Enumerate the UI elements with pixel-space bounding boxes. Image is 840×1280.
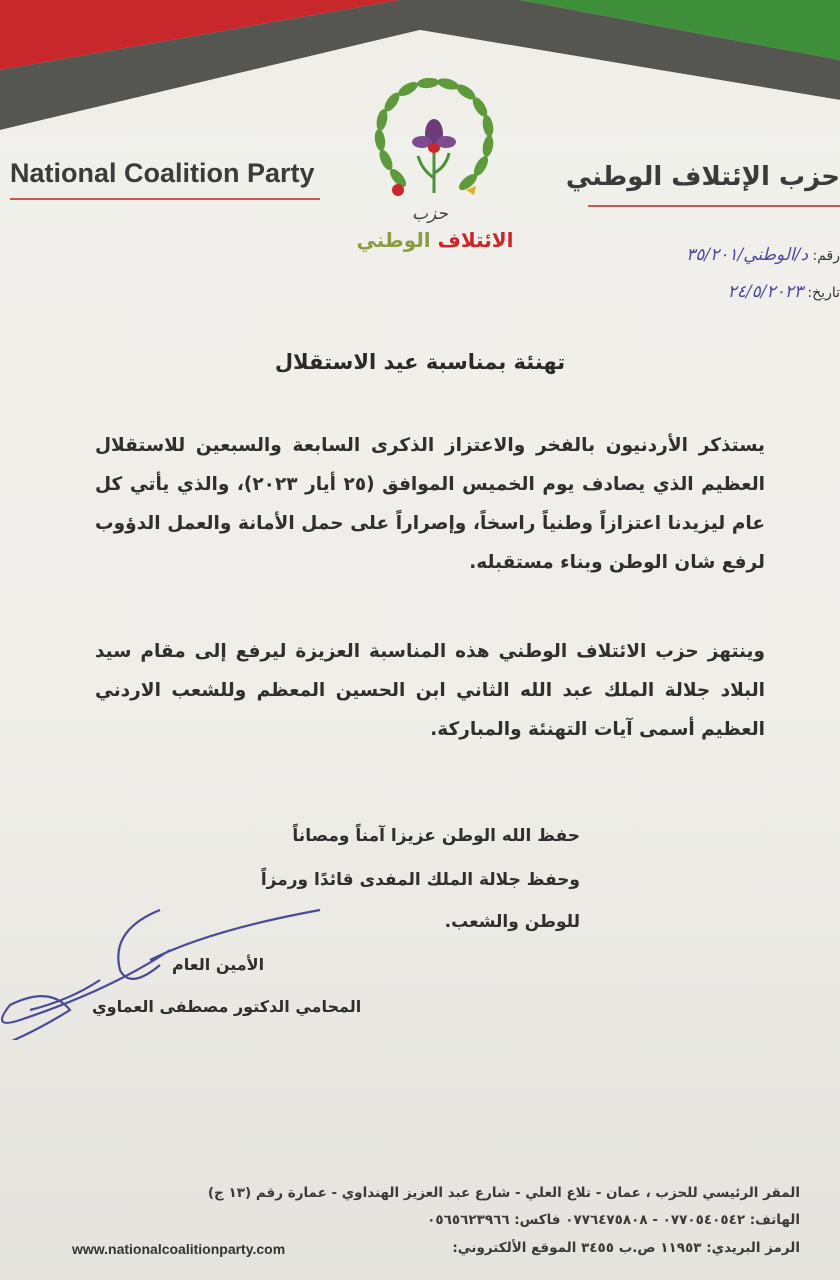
party-logo-icon xyxy=(358,78,508,208)
logo-word-coalition: الائتلاف xyxy=(437,228,514,252)
logo-word-hizb: حزب xyxy=(412,204,448,224)
date-label: تاريخ xyxy=(812,285,840,301)
reference-line: رقم: د/الوطني/٣٥/٢٠١ xyxy=(686,245,840,265)
closing-line-2: وحفظ جلالة الملك المفدى قائدًا ورمزاً للوطن والشعب. xyxy=(260,870,580,932)
logo-party-name xyxy=(350,228,520,252)
logo-word-national: الوطني xyxy=(356,228,431,252)
header-rule-right xyxy=(588,205,840,207)
closing-line-1: حفظ الله الوطن عزيزا آمناً ومصاناً xyxy=(292,826,580,846)
handwritten-signature xyxy=(0,890,340,1040)
header-rule-left xyxy=(10,198,320,200)
date-value: ٢٤/٥/٢٠٢٣ xyxy=(727,282,803,302)
signatory-title: الأمين العام xyxy=(172,955,265,974)
footer-postal: الرمز البريدي: ١١٩٥٣ ص.ب ٣٤٥٥ الموقع الألكتروني: xyxy=(452,1240,800,1256)
paragraph-1: يستذكر الأردنيون بالفخر والاعتزاز الذكرى السابعة والسبعين للاستقلال العظيم الذي يصادف يوم الخميس الموافق (٢٥ أيار ٢٠٢٣)، والذي يأتي كل عام ليزيدنا اعتزازاً وطنياً راسخاً، وإصراراً على حمل الأمانة والعمل الدؤوب لرفع شان الوطن وبناء مستقبله. xyxy=(95,435,765,573)
reference-value: د/الوطني/٣٥/٢٠١ xyxy=(686,245,809,265)
letter-title: تهنئة بمناسبة عيد الاستقلال xyxy=(274,350,566,374)
party-name-english: National Coalition Party xyxy=(10,158,315,188)
footer-phone: الهاتف: ٠٧٧٠٥٤٠٥٤٢ - ٠٧٧٦٤٧٥٨٠٨ فاكس: ٠٥٦٥٦٢٣٩٦٦ xyxy=(427,1212,800,1228)
paragraph-2: وينتهز حزب الائتلاف الوطني هذه المناسبة العزيزة ليرفع إلى مقام سيد البلاد جلالة الملك عبد الله الثاني ابن الحسين المعظم وللشعب الاردني العظيم أسمى آيات التهنئة والمباركة. xyxy=(95,641,765,740)
footer-website: www.nationalcoalitionparty.com xyxy=(72,1241,286,1257)
footer-address: المقر الرئيسي للحزب ، عمان - تلاع العلي - شارع عبد العزيز الهنداوي - عمارة رقم (١٣ ج) xyxy=(207,1185,800,1201)
party-name-arabic: حزب الإئتلاف الوطني xyxy=(565,162,840,192)
date-line: تاريخ: ٢٤/٥/٢٠٢٣ xyxy=(727,282,840,302)
reference-label: رقم xyxy=(817,248,840,264)
signatory-name: المحامي الدكتور مصطفى العماوي xyxy=(92,997,362,1016)
